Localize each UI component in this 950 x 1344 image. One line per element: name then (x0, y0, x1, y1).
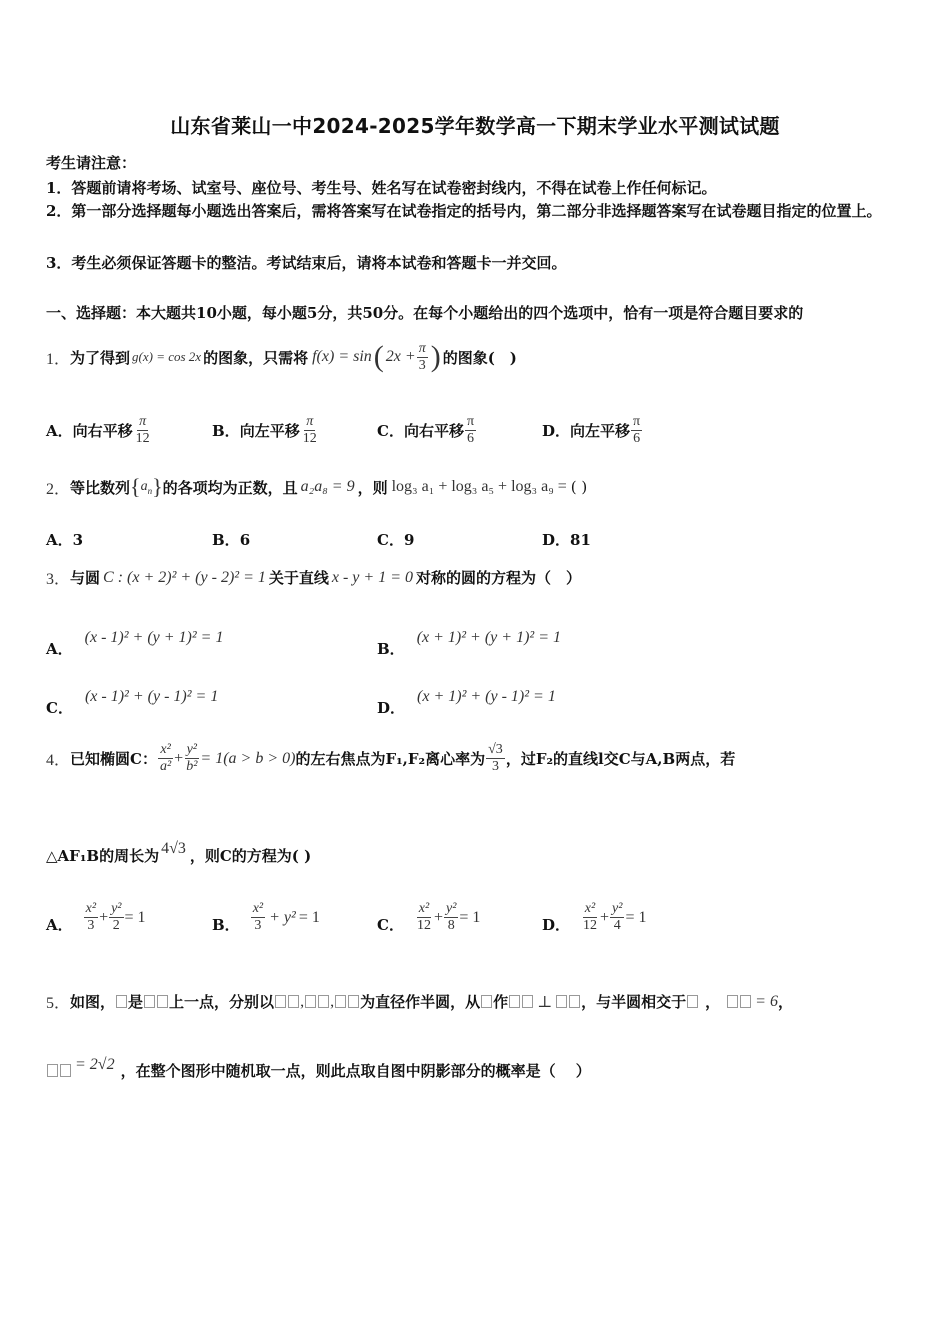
q2-text-4: ( ) (570, 478, 588, 496)
q1-text-1: 为了得到 (70, 348, 131, 367)
q3-option-b[interactable]: B． (x + 1)² + (y + 1)² = 1 (377, 628, 561, 658)
q1-g-expr: g(x) = cos 2x (132, 349, 202, 364)
question-number: 3． (46, 571, 71, 588)
notice-heading: 考生请注意： (46, 154, 137, 172)
q5-text-3: 上一点，分别以 (169, 993, 275, 1011)
q2-option-c[interactable]: C．9 (377, 531, 415, 549)
notice-item-1: 1．答题前请将考场、试室号、座位号、考生号、姓名写在试卷密封线内，不得在试卷上作任何标记。 (46, 179, 717, 197)
q3-option-a[interactable]: A． (x - 1)² + (y + 1)² = 1 (46, 628, 224, 658)
q5-text-4: 为直径作半圆，从 (360, 993, 481, 1011)
q1-f-inner: 2x + (385, 348, 416, 365)
question-4: 4． 已知椭圆C： $\frac{\text{x²}}{\text{a²}}$ + $\frac{\text{y²}}{\text{b²}}$ = 1(a > b > 0) 的左右焦点为F₁,F₂离心率为 $\frac{√3}{3}$ ，过F₂的直线l交C与A,B两点，若 (46, 742, 736, 774)
q2-text-2: 的各项均为正数，且 (162, 478, 298, 497)
q1-option-b[interactable]: B． 向左平移 $\frac{\pi}{12}$ (212, 414, 317, 446)
q4-text-1: 已知椭圆C： (70, 750, 157, 768)
q4-text-5: ，则C的方程为( ) (189, 847, 312, 865)
q4-text-2: 的左右焦点为F₁,F₂离心率为 (295, 750, 486, 768)
q1-option-d-frac: $\frac{\pi}{6}$ (633, 414, 641, 446)
question-number: 1． (46, 350, 71, 368)
q2-brace-right: } (152, 474, 163, 499)
q4-option-b[interactable]: B． $\frac{\text{x²}}{3}$ + y² = 1 (212, 901, 320, 934)
q3-line: x - y + 1 = 0 (331, 568, 413, 586)
missing-glyph-icon (288, 995, 299, 1008)
section-heading: 一、选择题：本大题共10小题，每小题5分，共50分。在每个小题给出的四个选项中，恰有一项是符合题目要求的 (46, 304, 804, 322)
q4-perimeter: 4√3 (161, 839, 186, 857)
q4-option-c[interactable]: C． $\frac{\text{x²}}{12}$ + $\frac{\text{y²}}{8}$ = 1 (377, 901, 481, 934)
q4-x2-over-a2: $\frac{\text{x²}}{\text{a²}}$ (159, 742, 172, 774)
q3-option-d[interactable]: D． (x + 1)² + (y - 1)² = 1 (377, 687, 556, 717)
notice-item-3: 3．考生必须保证答题卡的整洁。考试结束后，请将本试卷和答题卡一并交回。 (46, 254, 567, 272)
question-1 (46, 340, 517, 374)
missing-glyph-icon (687, 995, 698, 1008)
q1-f-expr: f(x) = sin (312, 348, 372, 365)
q5-text-7: ，在整个图形中随机取一点，则此点取自图中阴影部分的概率是（ ） (120, 1062, 591, 1080)
missing-glyph-icon (116, 995, 127, 1008)
question-2 (46, 474, 587, 500)
missing-glyph-icon (144, 995, 155, 1008)
q2-brace-left: { (130, 474, 141, 499)
q3-text-2: 关于直线 (268, 569, 329, 587)
missing-glyph-icon (556, 995, 567, 1008)
q4-y2-over-b2: $\frac{\text{y²}}{\text{b²}}$ (186, 742, 198, 774)
missing-glyph-icon (481, 995, 492, 1008)
q1-option-a-frac: $\frac{\pi}{12}$ (135, 414, 150, 446)
q1-option-d[interactable]: D． 向左平移 $\frac{\pi}{6}$ (542, 414, 641, 446)
q5-text-1: 如图， (70, 993, 116, 1011)
missing-glyph-icon (60, 1064, 71, 1077)
q3-option-c[interactable]: C． (x - 1)² + (y - 1)² = 1 (46, 687, 219, 717)
q2-text-3: ，则 (357, 478, 388, 497)
q3-text-3: 对称的圆的方程为（ ） (416, 569, 582, 587)
q5-perp: ⊥ (537, 993, 553, 1011)
q1-paren-right: ) (430, 340, 441, 373)
q2-text-1: 等比数列 (70, 478, 131, 497)
q1-paren-left: ( (373, 340, 384, 373)
q2-option-b[interactable]: B．6 (212, 531, 251, 549)
q1-option-c[interactable]: C． 向右平移 $\frac{\pi}{6}$ (377, 414, 475, 446)
missing-glyph-icon (569, 995, 580, 1008)
missing-glyph-icon (335, 995, 346, 1008)
q1-option-a[interactable]: A． 向右平移 $\frac{\pi}{12}$ (46, 414, 150, 446)
q5-eq2: = 2√2 (75, 1055, 115, 1073)
question-number: 5． (46, 995, 71, 1012)
missing-glyph-icon (509, 995, 520, 1008)
q4-text-3: ，过F₂的直线l交C与A,B两点，若 (505, 750, 736, 768)
q3-circle: C : (x + 2)² + (y - 2)² = 1 (103, 568, 266, 586)
q2-option-d[interactable]: D．81 (542, 531, 591, 549)
q5-eq1: = 6 (755, 992, 778, 1010)
q1-text-2: 的图象，只需将 (203, 348, 309, 367)
question-5-cont (46, 1055, 591, 1081)
q1-option-b-frac: $\frac{\pi}{12}$ (302, 414, 317, 446)
q2-option-a[interactable]: A．3 (46, 531, 84, 549)
q4-eccentricity: $\frac{√3}{3}$ (488, 742, 503, 774)
missing-glyph-icon (740, 995, 751, 1008)
q5-text-2: 是 (128, 993, 144, 1011)
missing-glyph-icon (275, 995, 286, 1008)
q1-pi-over-3: $\frac{\pi}{3}$ (418, 340, 426, 373)
q2-an: $a_n$ (140, 478, 153, 496)
question-3 (46, 566, 581, 589)
missing-glyph-icon (318, 995, 329, 1008)
missing-glyph-icon (157, 995, 168, 1008)
question-4-cont (46, 839, 312, 866)
q4-option-a[interactable]: A． $\frac{\text{x²}}{3}$ + $\frac{\text{y²}}{2}$ = 1 (46, 901, 146, 934)
q2-eq1: a₂a₈ = 9 (300, 478, 355, 495)
q3-text-1: 与圆 (70, 569, 101, 587)
q2-eq2: log₃ a₁ + log₃ a₅ + log₃ a₉ = (391, 478, 567, 495)
q4-condition: = 1(a > b > 0) (200, 749, 296, 767)
missing-glyph-icon (522, 995, 533, 1008)
q4-option-d[interactable]: D． $\frac{\text{x²}}{12}$ + $\frac{\text{y²}}{4}$ = 1 (542, 901, 647, 934)
question-number: 2． (46, 480, 71, 498)
missing-glyph-icon (305, 995, 316, 1008)
notice-item-2: 2．第一部分选择题每小题选出答案后，需将答案写在试卷指定的括号内，第二部分非选择题答案写在试卷题目指定的位置上。 (46, 202, 882, 220)
q5-text-5: 作 (493, 993, 509, 1011)
q1-option-c-frac: $\frac{\pi}{6}$ (466, 414, 475, 446)
missing-glyph-icon (47, 1064, 58, 1077)
q5-text-6: ，与半圆相交于 (581, 993, 687, 1011)
missing-glyph-icon (348, 995, 359, 1008)
missing-glyph-icon (727, 995, 738, 1008)
question-5: 5． 如图， 是 上一点，分别以 , , 为直径作半圆，从 作 ⊥ ，与半圆相交于 ， = 6 ， (46, 990, 793, 1013)
q1-text-3: 的图象( ) (442, 348, 517, 367)
page-title: 山东省莱山一中2024-2025学年数学高一下期末学业水平测试试题 (170, 114, 780, 138)
question-number: 4． (46, 752, 71, 769)
q5-comma: ， (777, 993, 793, 1011)
q4-text-4: △AF₁B的周长为 (46, 847, 160, 865)
